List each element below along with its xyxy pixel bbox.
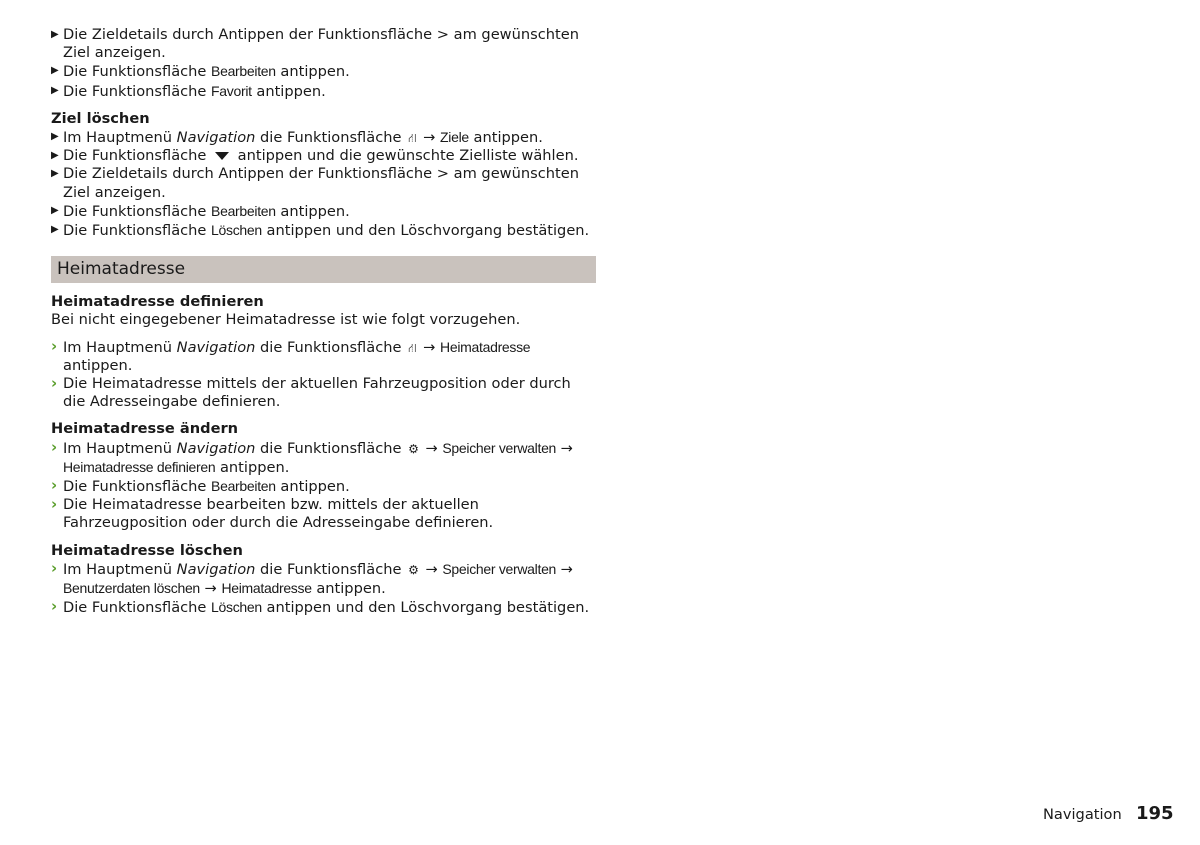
list-item: ▶ Die Zieldetails durch Antippen der Funktionsfläche > am gewünschten Ziel anzeigen. (51, 26, 579, 62)
chevron-right-icon: › (51, 558, 58, 577)
list-item: ▶ Die Funktionsfläche Bearbeiten antippen. (51, 202, 350, 220)
list-item: ▶ Die Funktionsfläche Bearbeiten antippen. (51, 63, 350, 81)
bullet-triangle-icon: ▶ (51, 65, 59, 77)
chevron-right-icon: › (51, 437, 58, 456)
subheading-ziel-loeschen: Ziel löschen (51, 109, 150, 127)
list-item: ▶ Die Funktionsfläche Löschen antippen und den Löschvorgang bestätigen. (51, 222, 590, 240)
intro-text: Bei nicht eingegebener Heimatadresse ist wie folgt vorzugehen. (51, 311, 521, 329)
list-item: ▶ Die Zieldetails durch Antippen der Funktionsfläche > am gewünschten Ziel anzeigen. (51, 165, 579, 201)
list-item: › Im Hauptmenü Navigation die Funktionsfläche ⛙ → Heimatadresse antippen. (51, 336, 531, 374)
navigation-route-icon: ⛙ (408, 340, 417, 355)
bullet-triangle-icon: ▶ (51, 131, 59, 143)
subheading-aendern: Heimatadresse ändern (51, 420, 239, 438)
page-number: 195 (1136, 803, 1174, 824)
list-item: ▶ Im Hauptmenü Navigation die Funktionsfläche ⛙ → Ziele antippen. (51, 129, 543, 147)
chevron-right-icon: › (51, 336, 58, 355)
list-item: ▶ Die Funktionsfläche Favorit antippen. (51, 82, 326, 100)
list-item: › Die Heimatadresse bearbeiten bzw. mittels der aktuellen Fahrzeugposition oder durch die Adresseingabe definieren. (51, 495, 494, 532)
list-item: › Im Hauptmenü Navigation die Funktionsfläche ⚙ → Speicher verwalten → Heimatadresse definieren antippen. (51, 437, 573, 476)
navigation-route-icon: ⛙ (408, 131, 417, 146)
chevron-right-icon: › (51, 597, 58, 616)
subheading-loeschen: Heimatadresse löschen (51, 541, 243, 559)
list-item: › Im Hauptmenü Navigation die Funktionsfläche ⚙ → Speicher verwalten → Benutzerdaten löschen → Heimatadresse antippen. (51, 558, 573, 598)
bullet-triangle-icon: ▶ (51, 204, 59, 216)
gear-icon: ⚙ (408, 562, 419, 577)
list-item: ▶ Die Funktionsfläche antippen und die gewünschte Zielliste wählen. (51, 147, 579, 165)
list-item: › Die Heimatadresse mittels der aktuellen Fahrzeugposition oder durch die Adresseingabe definieren. (51, 374, 571, 411)
gear-icon: ⚙ (408, 441, 419, 456)
footer-chapter-title: Navigation (1043, 806, 1122, 823)
chevron-right-icon: › (51, 476, 58, 495)
bullet-triangle-icon: ▶ (51, 224, 59, 236)
section-title-bar: Heimatadresse (51, 256, 596, 283)
list-item: › Die Funktionsfläche Bearbeiten antippen. (51, 476, 350, 496)
bullet-triangle-icon: ▶ (51, 84, 59, 96)
list-item: › Die Funktionsfläche Löschen antippen und den Löschvorgang bestätigen. (51, 597, 590, 617)
content-column (51, 26, 596, 617)
bullet-triangle-icon: ▶ (51, 29, 59, 40)
chevron-right-icon: › (51, 374, 58, 393)
bullet-triangle-icon: ▶ (51, 150, 59, 162)
chevron-right-icon: › (51, 495, 58, 514)
dropdown-arrow-icon (215, 152, 229, 160)
subheading-definieren: Heimatadresse definieren (51, 293, 264, 311)
bullet-triangle-icon: ▶ (51, 168, 59, 180)
